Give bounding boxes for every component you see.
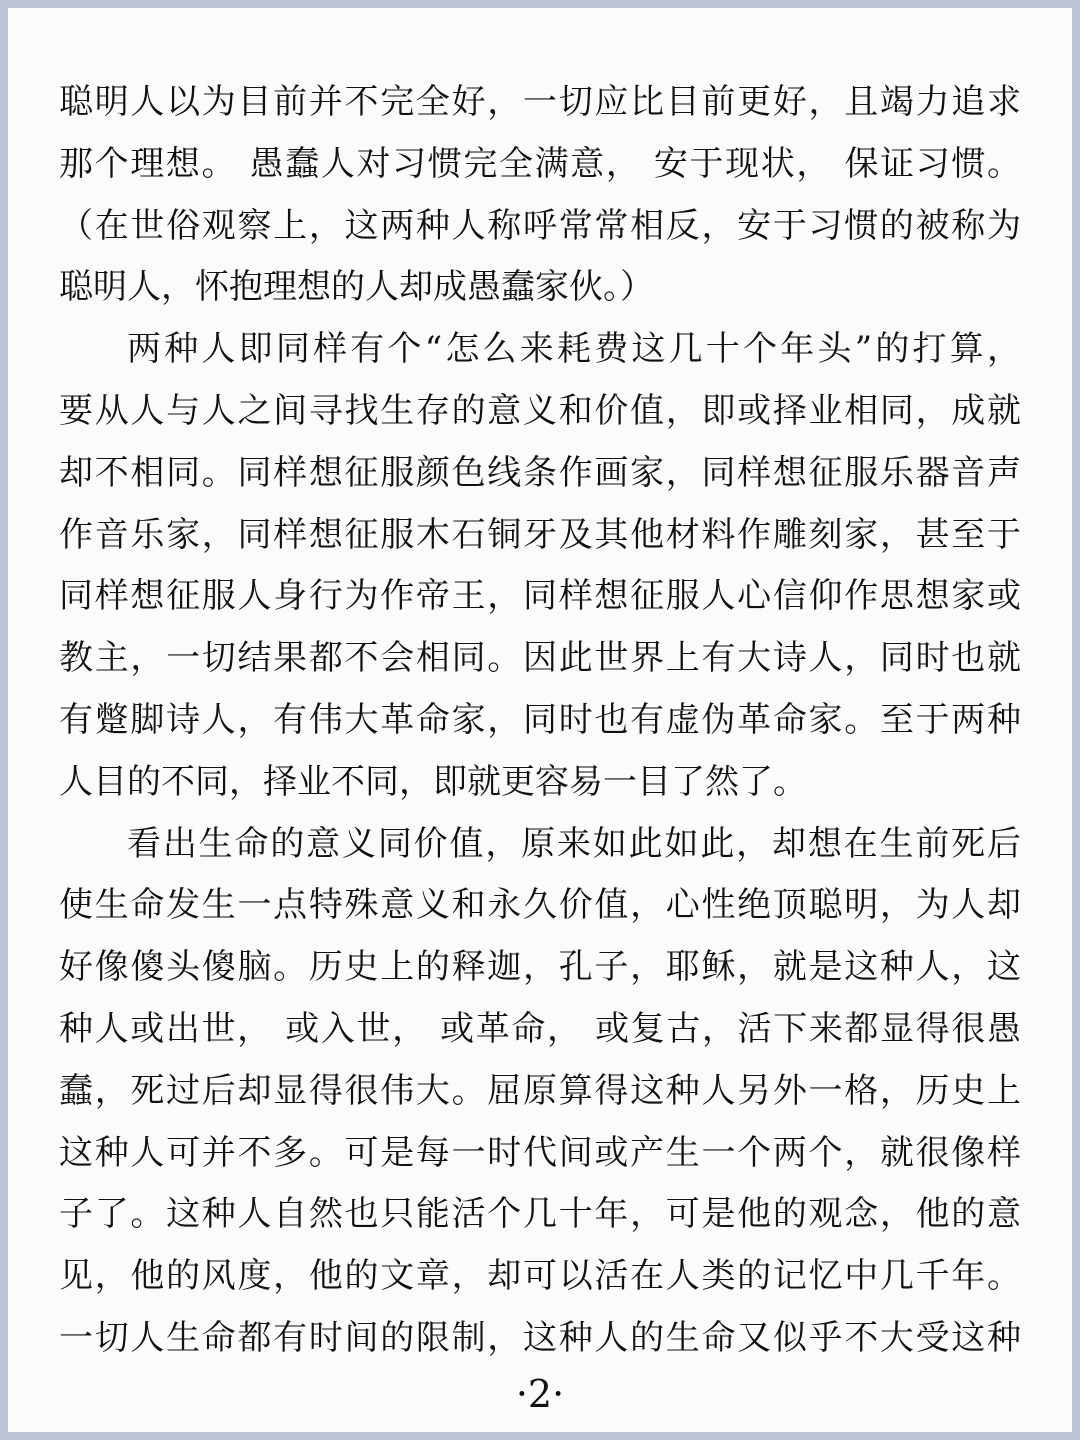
text-line: 有蹩脚诗人，有伟大革命家，同时也有虚伪革命家。至于两种 xyxy=(59,699,1021,740)
text-line: 要从人与人之间寻找生存的意义和价值，即或择业相同，成就 xyxy=(59,390,1021,431)
text-line: 却不相同。同样想征服颜色线条作画家，同样想征服乐器音声 xyxy=(59,452,1021,493)
text-line: 见，他的风度，他的文章，却可以活在人类的记忆中几千年。 xyxy=(59,1256,1021,1297)
text-line: 教主，一切结果都不会相同。因此世界上有大诗人，同时也就 xyxy=(59,638,1021,679)
text-line: 子了。这种人自然也只能活个几十年，可是他的观念，他的意 xyxy=(59,1194,1021,1235)
paragraph-start-line: 两种人即同样有个“怎么来耗费这几十个年头”的打算， xyxy=(127,329,1021,370)
text-line: 聪明人以为目前并不完全好，一切应比目前更好，且竭力追求 xyxy=(59,82,1021,122)
page-number: ·2· xyxy=(515,1372,565,1416)
text-line: 使生命发生一点特殊意义和永久价值，心性绝顶聪明，为人却 xyxy=(59,885,1021,926)
text-line: （在世俗观察上，这两种人称呼常常相反，安于习惯的被称为 xyxy=(59,205,1021,246)
text-line: 一切人生命都有时间的限制，这种人的生命又似乎不大受这种 xyxy=(59,1317,1021,1358)
text-line: 人目的不同，择业不同，即就更容易一目了然了。 xyxy=(59,761,807,802)
text-line: 作音乐家，同样想征服木石铜牙及其他材料作雕刻家，甚至于 xyxy=(59,514,1021,555)
body-text xyxy=(59,72,1021,1370)
text-line: 种人或出世， 或入世， 或革命， 或复古，活下来都显得很愚 xyxy=(59,1008,1021,1049)
paragraph-start-line: 看出生命的意义同价值，原来如此如此，却想在生前死后 xyxy=(127,823,1021,864)
text-line: 同样想征服人身行为作帝王，同样想征服人心信仰作思想家或 xyxy=(59,576,1021,617)
text-line: 这种人可并不多。可是每一时代间或产生一个两个，就很像样 xyxy=(59,1132,1021,1173)
document-page xyxy=(8,8,1072,1432)
text-line: 聪明人，怀抱理想的人却成愚蠢家伙。） xyxy=(59,267,654,308)
text-line: 好像傻头傻脑。历史上的释迦，孔子，耶稣，就是这种人，这 xyxy=(59,947,1021,988)
text-line: 蠢，死过后却显得很伟大。屈原算得这种人另外一格，历史上 xyxy=(59,1070,1021,1111)
text-line: 那个理想。 愚蠢人对习惯完全满意， 安于现状， 保证习惯。 xyxy=(59,143,1021,184)
